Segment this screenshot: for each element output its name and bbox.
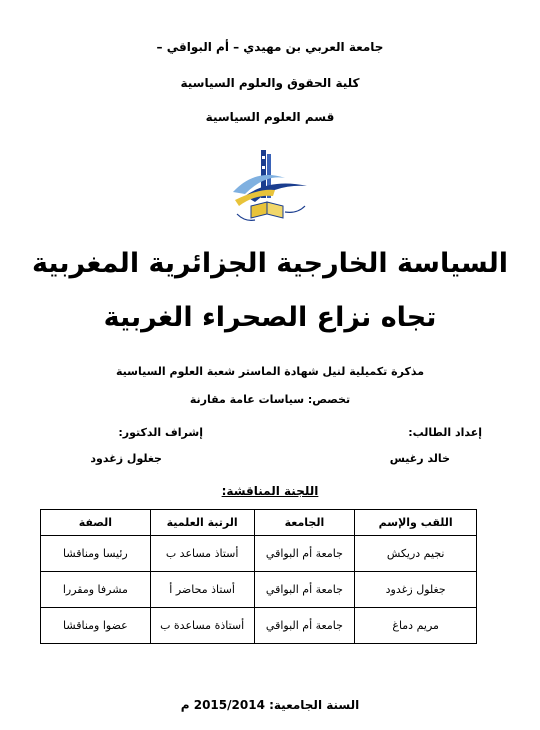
committee-table: [40, 509, 477, 644]
academic-year: السنة الجامعية: 2015/2014 م: [180, 698, 360, 712]
member-role: عضوا ومناقشا: [41, 608, 151, 644]
member-name: جغلول زغدود: [355, 572, 477, 608]
column-header-role: الصفة: [41, 510, 151, 536]
member-university: جامعة أم البواقي: [254, 608, 355, 644]
member-rank: أستاذ محاضر أ: [150, 572, 254, 608]
supervisor-label: إشراف الدكتور:: [118, 426, 203, 439]
thesis-description: مذكرة تكميلية لنيل شهادة الماستر شعبة العلوم السياسية: [115, 365, 425, 378]
committee-heading: اللجنة المناقشة:: [221, 484, 319, 498]
column-header-university: الجامعة: [254, 510, 355, 536]
table-header-row: [41, 510, 477, 536]
thesis-title-line2: تجاه نزاع الصحراء الغربية: [103, 302, 437, 333]
member-role: رئيسا ومناقشا: [41, 536, 151, 572]
university-name: جامعة العربي بن مهيدي – أم البواقي –: [156, 40, 384, 54]
specialization: تخصص: سياسات عامة مقارنة: [189, 393, 351, 406]
department-name: قسم العلوم السياسية: [205, 110, 335, 124]
column-header-name: اللقب والإسم: [355, 510, 477, 536]
member-role: مشرفا ومقررا: [41, 572, 151, 608]
supervisor-name: جغلول زغدود: [90, 452, 162, 465]
table-row: [41, 608, 477, 644]
member-rank: أستاذ مساعد ب: [150, 536, 254, 572]
table-row: [41, 536, 477, 572]
member-university: جامعة أم البواقي: [254, 572, 355, 608]
student-label: إعداد الطالب:: [408, 426, 482, 439]
faculty-name: كلية الحقوق والعلوم السياسية: [180, 76, 360, 90]
member-rank: أستاذة مساعدة ب: [150, 608, 254, 644]
student-name: خالد رغيس: [389, 452, 450, 465]
table-row: [41, 572, 477, 608]
member-name: مريم دماغ: [355, 608, 477, 644]
member-name: نجيم دريكش: [355, 536, 477, 572]
university-logo-icon: [215, 148, 323, 228]
member-university: جامعة أم البواقي: [254, 536, 355, 572]
column-header-rank: الرتبة العلمية: [150, 510, 254, 536]
thesis-title-line1: السياسة الخارجية الجزائرية المغربية: [32, 248, 508, 279]
